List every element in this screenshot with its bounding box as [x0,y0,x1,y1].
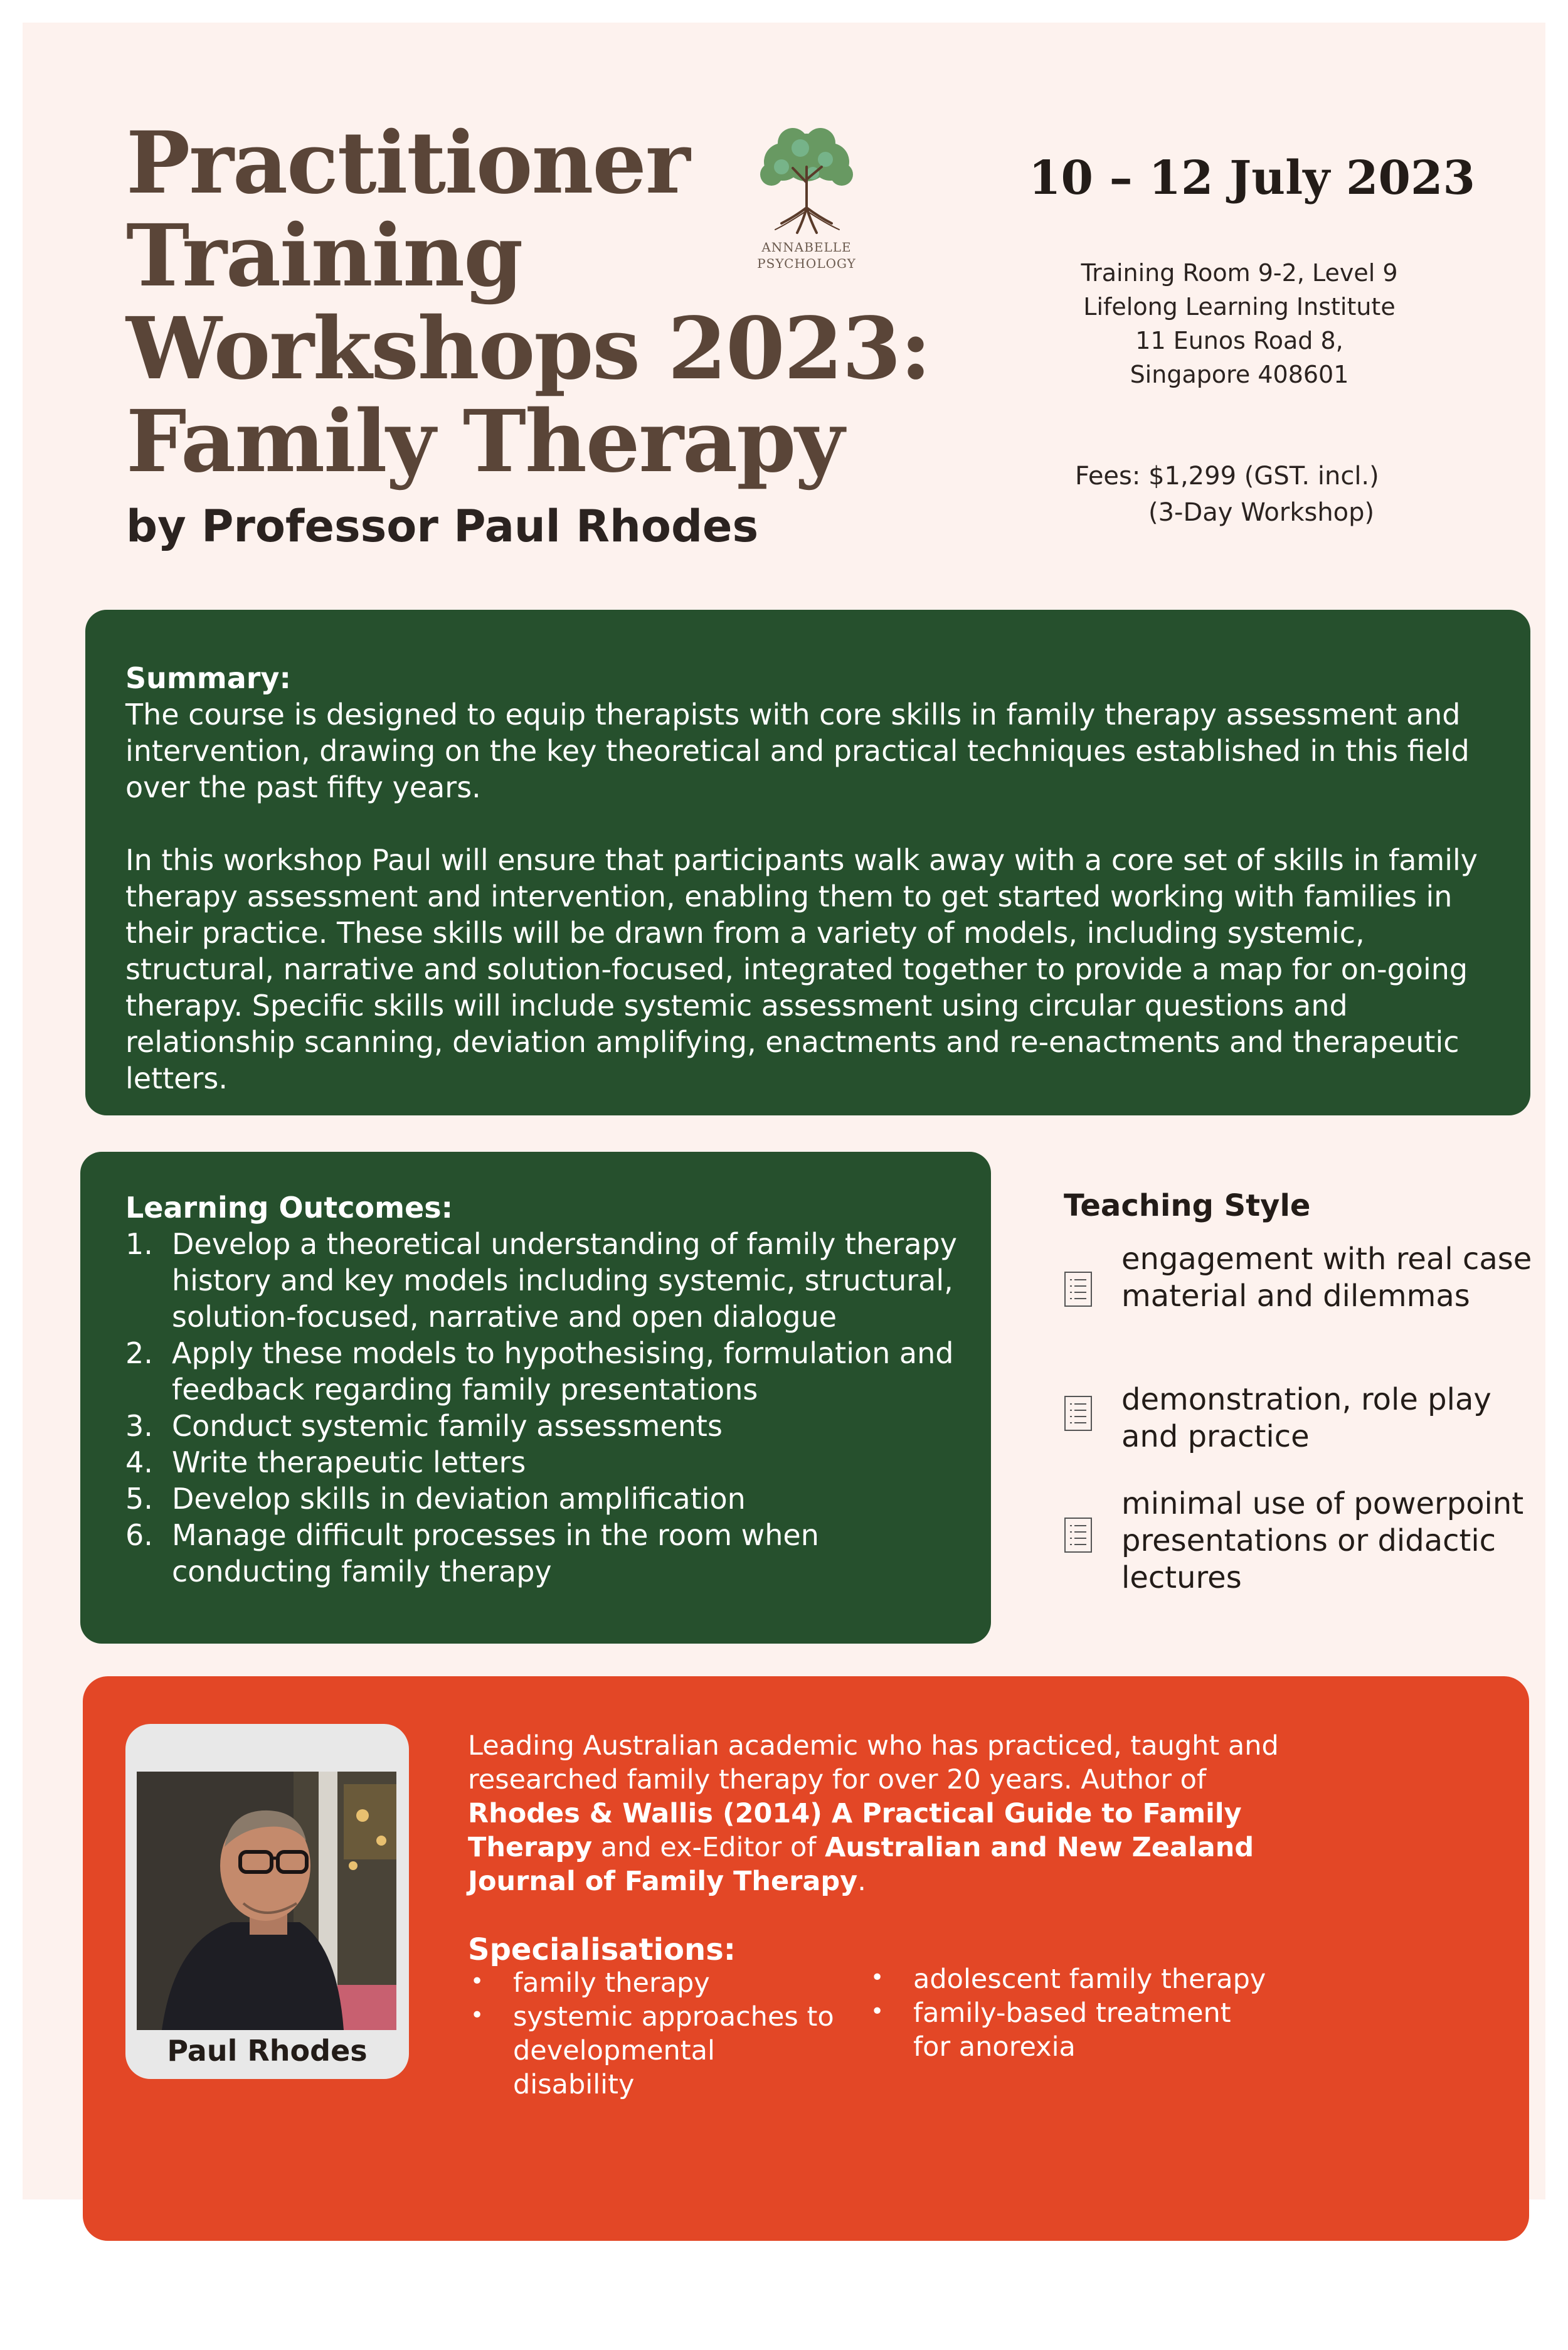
list-item: 6. Manage difficult processes in the room when conducting family therapy [125,1518,819,1588]
logo-text-line: ANNABELLE [761,240,852,255]
list-item: • adolescent family therapy [868,1962,1269,1996]
title-line: Training [126,206,522,306]
summary-paragraph: The course is designed to equip therapists with core skills in family therapy assessment and intervention, drawing on the key theoretical and practical techniques established in this field over the past fifty years. [125,698,1470,804]
byline: by Professor Paul Rhodes [126,501,759,552]
teaching-item [1064,1241,1540,1354]
summary-panel [85,610,1530,1115]
presenter-name: Paul Rhodes [167,2034,368,2068]
teaching-item [1064,1486,1540,1598]
outcomes-list [125,1226,978,1590]
globe-icon [1049,2319,1080,2350]
teaching-style-heading: Teaching Style [1064,1188,1311,1223]
summary-heading: Summary: [125,661,291,695]
fees-duration: (3-Day Workshop) [1148,498,1375,527]
logo-text-line: PSYCHOLOGY [757,256,856,271]
presenter-bio: Leading Australian academic who has practiced, taught and researched family therapy for over 20 years. Author of Rhodes & Wallis (2014) A Practical Guide to Family Therapy and ex-Editor of Australian and New Zealand Journal of Family Therapy. [468,1730,1279,1897]
teaching-item-text: minimal use of powerpoint presentations or didactic lectures [1121,1486,1524,1595]
annabelle-psychology-logo [744,123,869,286]
presenter-panel: Paul Rhodes Leading Australian academic who has practiced, taught and researched family therapy for over 20 years. Author of Rhodes & Wallis (2014) A Practical Guide to Family Therapy and ex-Editor of Australian and New Zealand Journal of Family Therapy. Specialisations: • family therapy • systemic approaches to developmental disability • adolescent family therapy • family-based treatment for anorexia +65 8202 3385 appointments@apsy.sg www.apsy.sg [83,1676,1529,2241]
specialisations-heading: Specialisations: [468,1932,736,1967]
summary-paragraph: In this workshop Paul will ensure that participants walk away with a core set of skills in family therapy assessment and intervention, enabling them to get started working with families in their practice. These skills will be drawn from a variety of models, including systemic, structural, narrative and solution-focused, integrated together to provide a map for on-going therapy. Specific skills will include systemic assessment using circular questions and relationship scanning, deviation amplifying, enactments and re-enactments and therapeutic letters. [125,843,1478,1095]
title-line: Workshops 2023: [126,299,931,399]
venue-line: Lifelong Learning Institute [1083,293,1396,321]
list-item: • systemic approaches to developmental disability [468,2000,844,2102]
journal-title: Australian and New Zealand Journal of Family Therapy [468,1832,1254,1897]
venue-address [1001,256,1478,391]
teaching-item-text: demonstration, role play and practice [1121,1382,1491,1454]
venue-line: Training Room 9-2, Level 9 [1081,259,1398,287]
venue-line: Singapore 408601 [1130,361,1349,388]
phone-icon [356,2319,388,2350]
mail-icon [652,2319,684,2350]
list-item: 3. Conduct systemic family assessments [125,1409,723,1443]
teaching-item-text: engagement with real case material and dilemmas [1121,1241,1532,1314]
title-line: Practitioner [126,113,689,213]
event-date: 10 – 12 July 2023 [1029,151,1475,205]
presenter-photo [137,1772,396,2030]
venue-line: 11 Eunos Road 8, [1135,327,1343,354]
teaching-style [1064,1188,1540,1595]
flyer-page [23,23,1545,2350]
checklist-icon [1064,1395,1093,1432]
list-item: 2. Apply these models to hypothesising, formulation and feedback regarding family presentations [125,1336,954,1406]
teaching-item [1064,1381,1540,1494]
checklist-icon [1064,1517,1093,1553]
fees [1075,458,1379,531]
specialisations-list-right [868,1962,1269,2064]
presenter-card [125,1724,409,2079]
learning-outcomes-panel [80,1152,991,1644]
list-item: • family-based treatment for anorexia [868,1996,1269,2064]
outcomes-heading: Learning Outcomes: [125,1191,453,1225]
list-item: • family therapy [468,1966,844,2000]
specialisations-list-left [468,1966,844,2102]
list-item: 4. Write therapeutic letters [125,1445,526,1479]
checklist-icon [1064,1271,1093,1307]
title-line: Family Therapy [126,391,844,492]
tree-logo-icon [744,123,869,239]
book-title: Rhodes & Wallis (2014) A Practical Guide to Family Therapy [468,1798,1242,1863]
fees-amount: Fees: $1,299 (GST. incl.) [1075,462,1379,491]
list-item: 5. Develop skills in deviation amplification [125,1482,746,1516]
list-item: 1. Develop a theoretical understanding of family therapy history and key models including systemic, structural, solution-focused, narrative and open dialogue [125,1227,957,1334]
presenter-photo-image [137,1772,396,2030]
